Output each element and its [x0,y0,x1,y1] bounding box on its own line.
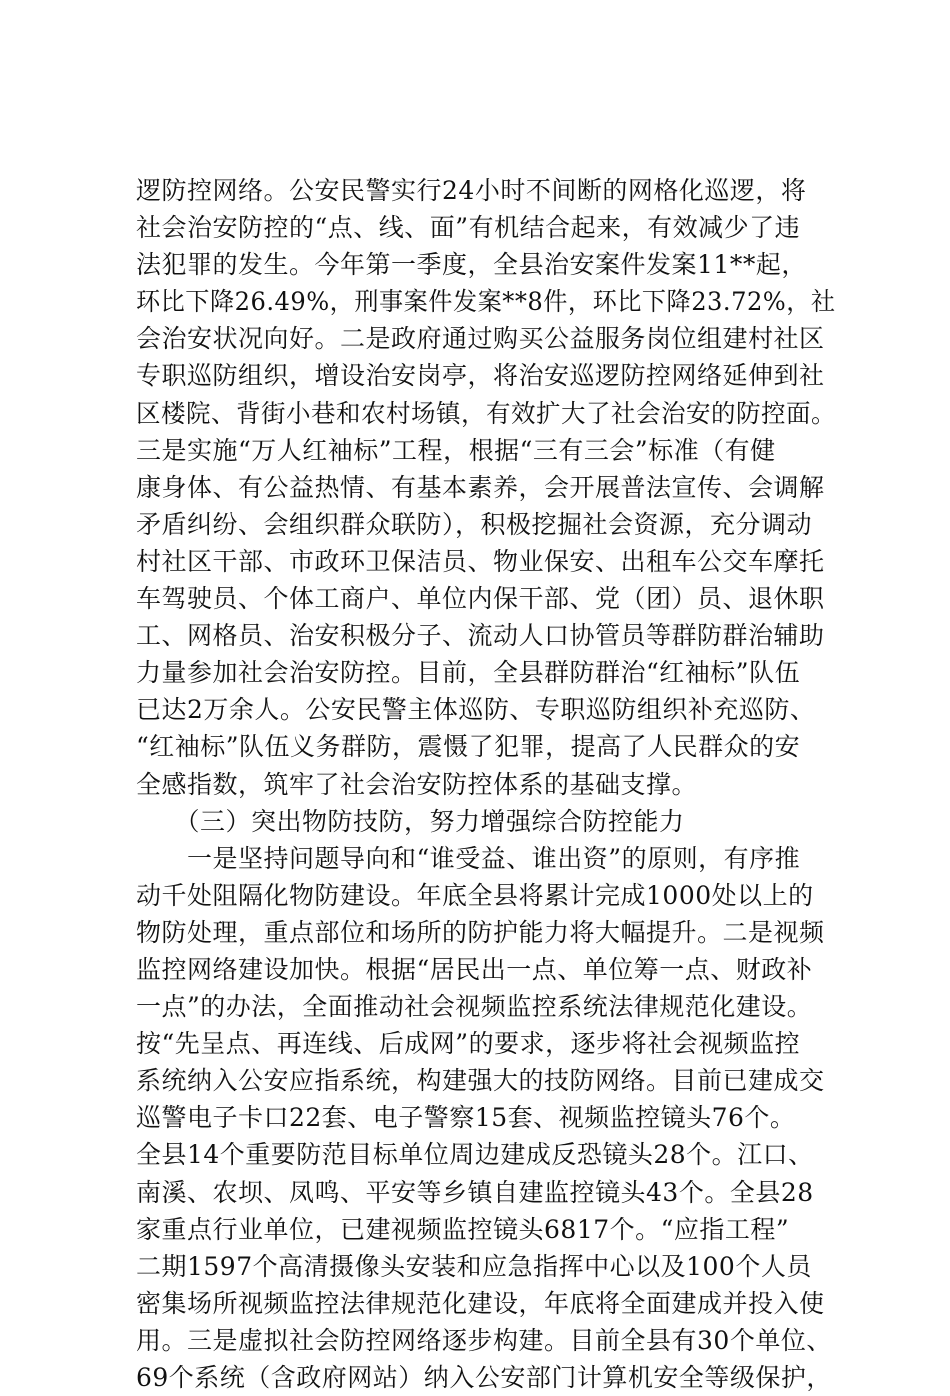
text-line: 专职巡防组织，增设治安岗亭，将治安巡逻防控网络延伸到社 [136,361,825,391]
text-line: 村社区干部、市政环卫保洁员、物业保安、出租车公交车摩托 [136,546,825,576]
body-text [136,172,836,1396]
text-line: 区楼院、背街小巷和农村场镇，有效扩大了社会治安的防控面。 [136,398,837,428]
text-line: 按“先呈点、再连线、后成网”的要求，逐步将社会视频监控 [136,1029,801,1059]
text-line: 逻防控网络。公安民警实行24小时不间断的网格化巡逻，将 [136,176,807,205]
text-line: 会治安状况向好。二是政府通过购买公益服务岗位组建村社区 [136,324,825,354]
text-line: 用。三是虚拟社会防控网络逐步构建。目前全县有30个单位、 [136,1325,832,1355]
text-line: 南溪、农坝、凤鸣、平安等乡镇自建监控镜头43个。全县28 [136,1177,814,1207]
text-line: 工、网格员、治安积极分子、流动人口协管员等群防群治辅助 [136,621,825,651]
text-line: 监控网络建设加快。根据“居民出一点、单位筹一点、财政补 [136,954,813,984]
text-line: 康身体、有公益热情、有基本素养，会开展普法宣传、会调解 [136,472,825,502]
text-line: 法犯罪的发生。今年第一季度，全县治安案件发案11**起， [136,250,807,280]
text-line: 社会治安防控的“点、线、面”有机结合起来，有效减少了违 [136,213,801,243]
text-line: （三）突出物防技防，努力增强综合防控能力 [136,806,685,836]
text-line: 环比下降26.49%，刑事案件发案**8件，环比下降23.72%，社 [136,287,836,317]
text-line: 力量参加社会治安防控。目前，全县群防群治“红袖标”队伍 [136,658,801,688]
text-line: 动千处阻隔化物防建设。年底全县将累计完成1000处以上的 [136,880,814,910]
text-line: 车驾驶员、个体工商户、单位内保干部、党（团）员、退休职 [136,584,825,614]
text-line: 二期1597个高清摄像头安装和应急指挥中心以及100个人员 [136,1251,812,1281]
text-line: 全感指数，筑牢了社会治安防控体系的基础支撑。 [136,769,698,799]
text-line: 一点”的办法，全面推动社会视频监控系统法律规范化建设。 [136,992,813,1022]
text-line: 矛盾纠纷、会组织群众联防），积极挖掘社会资源，充分调动 [136,509,813,539]
text-line: 全县14个重要防范目标单位周边建成反恐镜头28个。江口、 [136,1140,814,1170]
text-line: 系统纳入公安应指系统，构建强大的技防网络。目前已建成交 [136,1066,825,1096]
text-line: 69个系统（含政府网站）纳入公安部门计算机安全等级保护， [136,1363,832,1392]
text-line: 巡警电子卡口22套、电子警察15套、视频监控镜头76个。 [136,1103,796,1133]
text-line: 已达2万余人。公安民警主体巡防、专职巡防组织补充巡防、 [136,695,816,725]
text-line: 一是坚持问题导向和“谁受益、谁出资”的原则，有序推 [136,843,801,873]
text-line: 三是实施“万人红袖标”工程，根据“三有三会”标准（有健 [136,435,776,465]
text-line: “红袖标”队伍义务群防，震慑了犯罪，提高了人民群众的安 [136,732,801,762]
text-line: 物防处理，重点部位和场所的防护能力将大幅提升。二是视频 [136,917,825,947]
text-line: 密集场所视频监控法律规范化建设，年底将全面建成并投入使 [136,1288,825,1318]
text-line: 家重点行业单位，已建视频监控镜头6817个。“应指工程” [136,1214,790,1244]
